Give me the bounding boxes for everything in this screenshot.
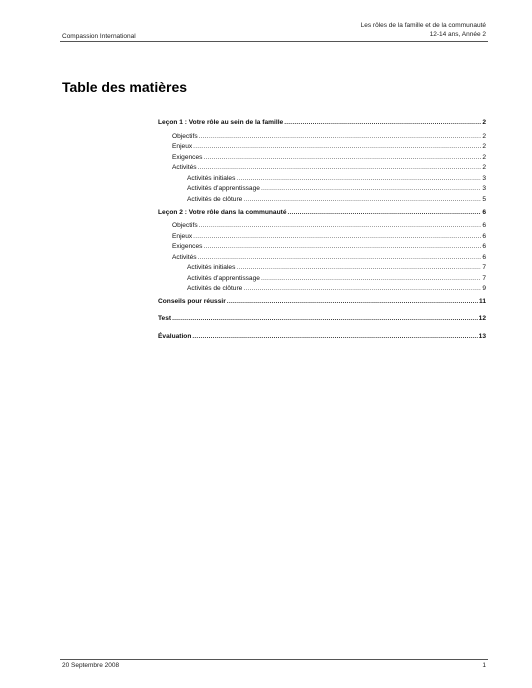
toc-entry-page: 3 [482, 185, 486, 192]
toc-entry-page: 2 [482, 143, 486, 150]
toc-leader-dots [236, 264, 481, 271]
toc-leader-dots [198, 254, 482, 261]
page-title: Table des matières [62, 79, 188, 95]
toc-entry-page: 6 [482, 232, 486, 240]
toc-entry-label: Activités d’apprentissage [187, 185, 260, 192]
header-organization: Compassion International [62, 33, 136, 40]
toc-entry[interactable] [172, 143, 486, 150]
toc-entry[interactable] [158, 315, 486, 322]
toc-entry-label: Activités [172, 164, 197, 171]
toc-entry-page: 6 [482, 208, 486, 216]
toc-entry[interactable] [187, 185, 486, 192]
toc-entry-label: Évaluation [158, 332, 192, 340]
toc-leader-dots [261, 275, 481, 282]
toc-entry-label: Test [158, 315, 172, 322]
header-doc-subtitle: 12-14 ans, Année 2 [429, 30, 486, 38]
toc-entry-page: 5 [482, 195, 486, 203]
toc-entry-page: 2 [482, 119, 486, 126]
toc-entry-page: 6 [482, 253, 486, 261]
toc-entry-label: Exigences [172, 153, 203, 161]
toc-entry[interactable] [172, 233, 486, 240]
toc-leader-dots [193, 233, 481, 240]
toc-entry-label: Leçon 1 : Votre rôle au sein de la famille [158, 119, 284, 126]
toc-leader-dots [199, 133, 482, 140]
toc-entry-label: Leçon 2 : Votre rôle dans la communauté [158, 208, 287, 216]
toc-leader-dots [172, 315, 478, 322]
toc-leader-dots [199, 222, 482, 229]
toc-leader-dots [243, 285, 481, 292]
toc-entry[interactable] [187, 175, 486, 182]
toc-leader-dots [193, 143, 481, 150]
toc-entry[interactable] [172, 243, 486, 250]
toc-leader-dots [198, 164, 482, 171]
toc-entry-page: 11 [479, 297, 486, 305]
toc-entry-page: 13 [478, 332, 486, 340]
toc-leader-dots [227, 298, 478, 305]
toc-entry-label: Conseils pour réussir [158, 297, 226, 305]
toc-leader-dots [284, 119, 481, 126]
header-right [361, 22, 486, 39]
toc-entry-label: Activités initiales [187, 174, 236, 182]
toc-entry-label: Activités d’apprentissage [187, 274, 260, 282]
toc-entry-label: Activités initiales [187, 264, 236, 271]
toc-entry-label: Objectifs [172, 222, 198, 229]
toc-leader-dots [236, 175, 481, 182]
toc-leader-dots [261, 185, 481, 192]
toc-entry-label: Enjeux [172, 143, 193, 150]
toc-entry[interactable] [172, 164, 486, 171]
toc-entry[interactable] [158, 119, 486, 126]
toc-entry-page: 12 [478, 315, 486, 322]
toc-entry-page: 6 [482, 222, 486, 229]
toc-entry-label: Activités de clôture [187, 285, 243, 292]
toc-entry-label: Enjeux [172, 232, 193, 240]
toc-entry[interactable] [172, 254, 486, 261]
toc-entry[interactable] [158, 333, 486, 340]
toc-entry-page: 9 [482, 285, 486, 292]
header-divider [60, 41, 488, 42]
toc-entry[interactable] [187, 275, 486, 282]
toc-entry-page: 7 [482, 274, 486, 282]
toc-entry[interactable] [187, 196, 486, 203]
toc-entry-page: 3 [482, 174, 486, 182]
toc-entry[interactable] [172, 154, 486, 161]
header-doc-title: Les rôles de la famille et de la communauté [360, 22, 486, 29]
toc-entry-page: 2 [482, 164, 486, 171]
toc-leader-dots [203, 154, 481, 161]
toc-entry[interactable] [158, 298, 486, 305]
toc-entry-page: 2 [482, 132, 486, 140]
toc-entry-label: Exigences [172, 243, 203, 250]
toc-leader-dots [243, 196, 481, 203]
toc-entry[interactable] [172, 133, 486, 140]
toc-entry-page: 6 [482, 243, 486, 250]
footer-date: 20 Septembre 2008 [62, 662, 120, 669]
toc-leader-dots [203, 243, 481, 250]
toc-entry[interactable] [158, 209, 486, 216]
toc-leader-dots [287, 209, 481, 216]
toc-entry-label: Activités de clôture [187, 195, 243, 203]
toc-entry[interactable] [187, 285, 486, 292]
toc-entry-label: Activités [172, 253, 197, 261]
toc-entry[interactable] [187, 264, 486, 271]
toc-entry-page: 2 [482, 153, 486, 161]
footer-divider [60, 659, 488, 660]
toc-entry[interactable] [172, 222, 486, 229]
footer-page-number: 1 [482, 662, 486, 669]
toc-entry-label: Objectifs [172, 132, 198, 140]
toc-entry-page: 7 [482, 264, 486, 271]
toc-leader-dots [192, 333, 477, 340]
